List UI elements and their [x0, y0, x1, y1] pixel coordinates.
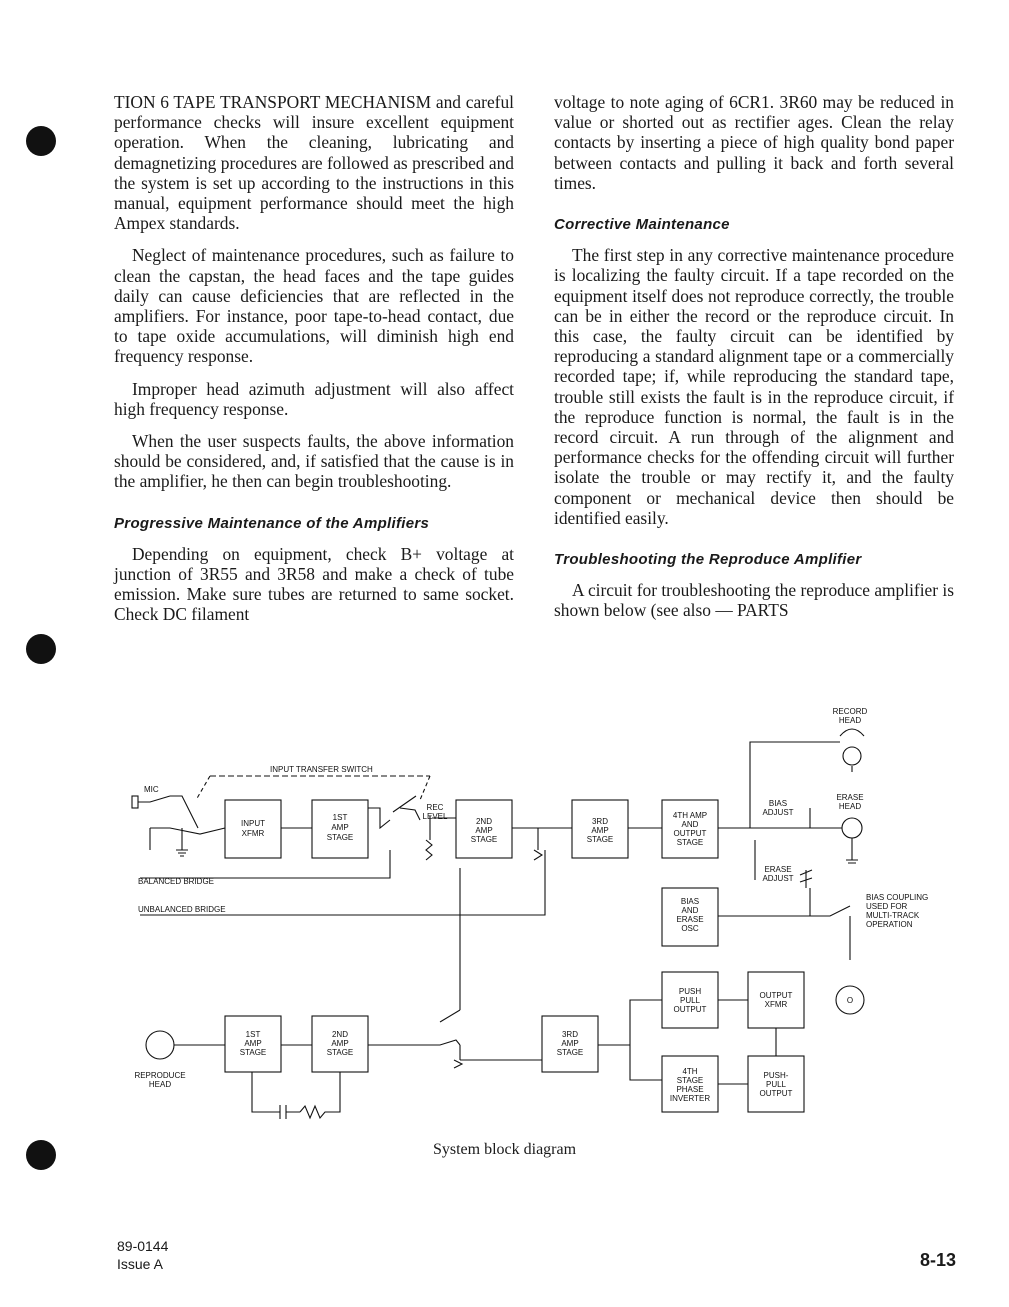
push-pull-2-l3: OUTPUT [759, 1089, 793, 1098]
left-text-column [114, 92, 514, 637]
push-pull-2-l2: PULL [765, 1080, 787, 1089]
right-paragraph-2: The first step in any corrective maintenance procedure is localizing the faulty circuit. If a tape recorded on the equipment itself does not reproduce correctly, the trouble can be in either the record or the reproduce circuit. In this case, the faulty circuit can be identified by reproducing a standard alignment tape or a commercially recorded tape; if, while reproducing the standard tape, trouble still exists the fault is in the reproduce circuit, if the reproduce function is normal, the fault is in the record circuit. A run through of the alignment and performance checks for the offending circuit will further isolate the trouble or may rectify it, and the faulty component or mechanical device then should be identified easily. [554, 245, 954, 528]
bias-coupling-l1: BIAS COUPLING [866, 893, 929, 902]
bias-coupling-l4: OPERATION [866, 920, 913, 929]
binder-hole-middle [26, 634, 56, 664]
issue-label: Issue A [117, 1256, 163, 1272]
rec-level-l1: REC [426, 803, 444, 812]
rec-3rd-l1: 3RD [591, 817, 609, 826]
rec-3rd-l3: STAGE [586, 835, 614, 844]
rep-1st-l1: 1ST [245, 1030, 261, 1039]
input-xfmr-l2: XFMR [241, 829, 265, 838]
rec-2nd-l3: STAGE [470, 835, 498, 844]
bias-adjust-l1: BIAS [768, 799, 788, 808]
erase-adjust-l1: ERASE [764, 865, 792, 874]
output-xfmr-l1: OUTPUT [759, 991, 793, 1000]
rec-level-l2: LEVEL [422, 812, 448, 821]
rec-2nd-l2: AMP [475, 826, 493, 835]
left-paragraph-2: Neglect of maintenance procedures, such as failure to clean the capstan, the head faces and the tape guides daily can cause deficiencies that are reflected in the amplifiers. For instance, poor tape-to-head contact, due to tape oxide accumulations, will diminish high end frequency response. [114, 245, 514, 367]
bias-osc-l2: AND [681, 906, 699, 915]
document-number: 89-0144 [117, 1238, 169, 1254]
bias-adjust-l2: ADJUST [762, 808, 794, 817]
heading-troubleshooting-reproduce: Troubleshooting the Reproduce Amplifier [554, 551, 862, 569]
footer-document-info [117, 1237, 168, 1273]
phase-inv-l4: INVERTER [669, 1094, 711, 1103]
erase-adjust-l2: ADJUST [762, 874, 794, 883]
right-text-column [554, 92, 954, 633]
rep-3rd-l3: STAGE [556, 1048, 584, 1057]
rep-1st-l3: STAGE [239, 1048, 267, 1057]
left-paragraph-5: Depending on equipment, check B+ voltage at junction of 3R55 and 3R58 and make a check of tube emission. Make sure tubes are returned to same socket. Check DC filament [114, 543, 514, 625]
system-block-diagram [110, 700, 950, 1130]
right-paragraph-1: voltage to note aging of 6CR1. 3R60 may be reduced in value or shorted out as rectifier ages. Clean the relay contacts by inserting a piece of high quality bond paper between contacts and pulling it back and forth several times. [554, 92, 954, 193]
rep-2nd-l3: STAGE [326, 1048, 354, 1057]
bias-osc-l3: ERASE [676, 915, 704, 924]
rep-3rd-l1: 3RD [561, 1030, 579, 1039]
rec-4th-l3: OUTPUT [673, 829, 707, 838]
output-xfmr-l2: XFMR [764, 1000, 788, 1009]
rec-2nd-l1: 2ND [475, 817, 493, 826]
speaker-label: O [846, 996, 854, 1005]
rec-4th-l1: 4TH AMP [672, 811, 708, 820]
erase-head-l1: ERASE [836, 793, 864, 802]
reproduce-head-l1: REPRODUCE [134, 1071, 186, 1080]
bias-osc-l1: BIAS [680, 897, 700, 906]
push-pull-l2: PULL [679, 996, 701, 1005]
rec-1st-l2: AMP [331, 823, 349, 832]
rep-3rd-l2: AMP [561, 1039, 579, 1048]
right-paragraph-3: A circuit for troubleshooting the reproduce amplifier is shown below (see also — PARTS [554, 580, 954, 621]
bias-osc-l4: OSC [681, 924, 699, 933]
label-mic: MIC [144, 785, 159, 794]
heading-corrective-maintenance: Corrective Maintenance [554, 216, 730, 234]
phase-inv-l1: 4TH [682, 1067, 698, 1076]
label-unbalanced-bridge: UNBALANCED BRIDGE [138, 905, 226, 914]
rec-4th-l4: STAGE [676, 838, 704, 847]
bias-coupling-l2: USED FOR [866, 902, 908, 911]
left-paragraph-4: When the user suspects faults, the above information should be considered, and, if satisfied that the cause is in the amplifier, he then can begin troubleshooting. [114, 431, 514, 492]
bias-coupling-l3: MULTI-TRACK [866, 911, 920, 920]
rec-3rd-l2: AMP [591, 826, 609, 835]
page-number: 8-13 [919, 1250, 956, 1270]
rep-2nd-l2: AMP [331, 1039, 349, 1048]
binder-hole-top [26, 126, 56, 156]
reproduce-head-l2: HEAD [148, 1080, 172, 1089]
label-input-transfer-switch: INPUT TRANSFER SWITCH [270, 765, 373, 774]
heading-progressive-maintenance: Progressive Maintenance of the Amplifiers [114, 514, 430, 532]
rec-1st-l1: 1ST [332, 813, 348, 822]
diagram-caption: System block diagram [432, 1141, 577, 1158]
record-head-l1: RECORD [832, 707, 868, 716]
erase-head-l2: HEAD [838, 802, 862, 811]
push-pull-2-l1: PUSH- [763, 1071, 789, 1080]
rec-1st-l3: STAGE [326, 833, 354, 842]
push-pull-l1: PUSH [678, 987, 702, 996]
rec-4th-l2: AND [681, 820, 699, 829]
rep-1st-l2: AMP [244, 1039, 262, 1048]
left-paragraph-3: Improper head azimuth adjustment will also affect high frequency response. [114, 378, 514, 419]
phase-inv-l3: PHASE [676, 1085, 704, 1094]
left-paragraph-1: TION 6 TAPE TRANSPORT MECHANISM and careful performance checks will insure excellent equipment operation. When the cleaning, lubricating and demagnetizing procedures are followed as prescribed and the system is set up according to the instructions in this manual, equipment performance should meet the high Ampex standards. [114, 92, 514, 234]
label-balanced-bridge: BALANCED BRIDGE [138, 877, 215, 886]
rep-2nd-l1: 2ND [331, 1030, 349, 1039]
input-xfmr-l1: INPUT [241, 819, 265, 828]
record-head-l2: HEAD [838, 716, 862, 725]
push-pull-l3: OUTPUT [673, 1005, 707, 1014]
phase-inv-l2: STAGE [676, 1076, 704, 1085]
